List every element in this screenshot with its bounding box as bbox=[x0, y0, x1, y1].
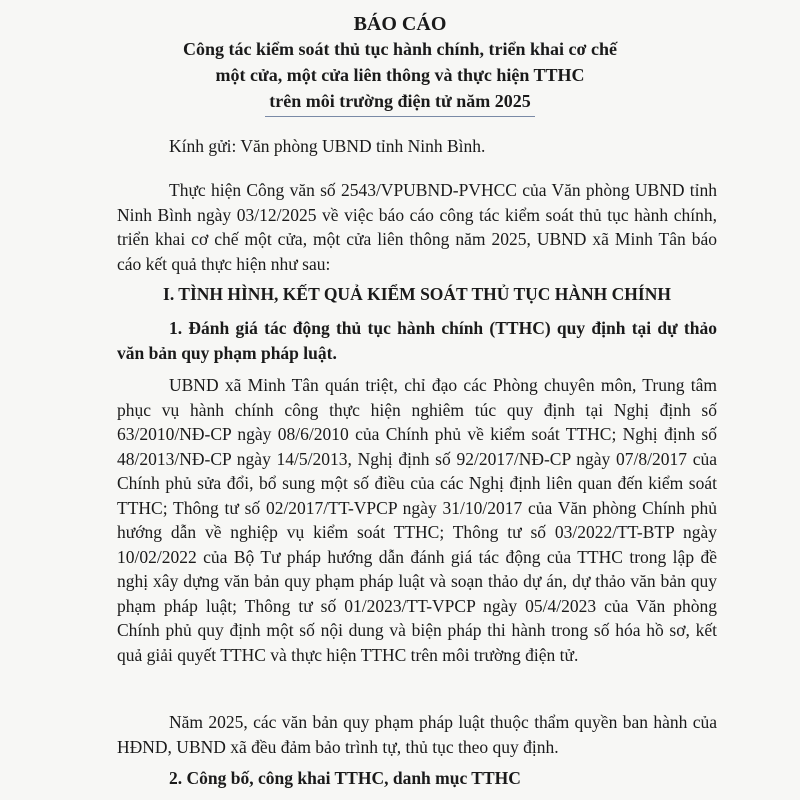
subsection-heading-1: 1. Đánh giá tác động thủ tục hành chính (TTHC) quy định tại dự thảo văn bản quy phạm pháp luật. bbox=[117, 318, 717, 363]
recipient-line: Kính gửi: Văn phòng UBND tỉnh Ninh Bình. bbox=[169, 136, 486, 156]
report-subtitle-line-2: một cửa, một cửa liên thông và thực hiện TTHC bbox=[215, 65, 585, 85]
report-subtitle-line-1: Công tác kiểm soát thủ tục hành chính, triển khai cơ chế bbox=[182, 39, 617, 59]
report-title: BÁO CÁO bbox=[353, 13, 447, 35]
report-header bbox=[0, 12, 800, 117]
section-heading-1: I. TÌNH HÌNH, KẾT QUẢ KIỂM SOÁT THỦ TỤC HÀNH CHÍNH bbox=[163, 284, 671, 304]
subsection-heading-2: 2. Công bố, công khai TTHC, danh mục TTHC bbox=[169, 768, 521, 788]
paragraph-1: UBND xã Minh Tân quán triệt, chỉ đạo các Phòng chuyên môn, Trung tâm phục vụ hành chính công thực hiện nghiêm túc quy định tại Nghị định số 63/2010/NĐ-CP ngày 08/6/2010 của Chính phủ về kiểm soát TTHC; Nghị định số 48/2013/NĐ-CP ngày 14/5/2013, Nghị định số 92/2017/NĐ-CP ngày 07/8/2017 của Chính phủ sửa đổi, bổ sung một số điều của các Nghị định liên quan đến kiểm soát TTHC; Thông tư số 02/2017/TT-VPCP ngày 31/10/2017 của Văn phòng Chính phủ hướng dẫn về nghiệp vụ kiểm soát TTHC; Thông tư số 03/2022/TT-BTP ngày 10/02/2022 của Bộ Tư pháp hướng dẫn đánh giá tác động của TTHC trong lập đề nghị xây dựng văn bản quy phạm pháp luật và soạn thảo dự án, dự thảo văn bản quy phạm pháp luật; Thông tư số 01/2023/TT-VPCP ngày 05/4/2023 của Văn phòng Chính phủ quy định một số nội dung và biện pháp thi hành trong số hóa hồ sơ, kết quả giải quyết TTHC và thực hiện TTHC trên môi trường điện tử. bbox=[117, 375, 717, 665]
report-subtitle-line-3: trên môi trường điện tử năm 2025 bbox=[269, 91, 531, 111]
title-underline bbox=[265, 116, 535, 117]
paragraph-2: Năm 2025, các văn bản quy phạm pháp luật thuộc thẩm quyền ban hành của HĐND, UBND xã đều đảm bảo trình tự, thủ tục theo quy định. bbox=[117, 712, 717, 757]
intro-paragraph: Thực hiện Công văn số 2543/VPUBND-PVHCC của Văn phòng UBND tỉnh Ninh Bình ngày 03/12/2025 về việc báo cáo công tác kiểm soát thủ tục hành chính, triển khai cơ chế một cửa, một cửa liên thông năm 2025, UBND xã Minh Tân báo cáo kết quả thực hiện như sau: bbox=[117, 180, 717, 274]
